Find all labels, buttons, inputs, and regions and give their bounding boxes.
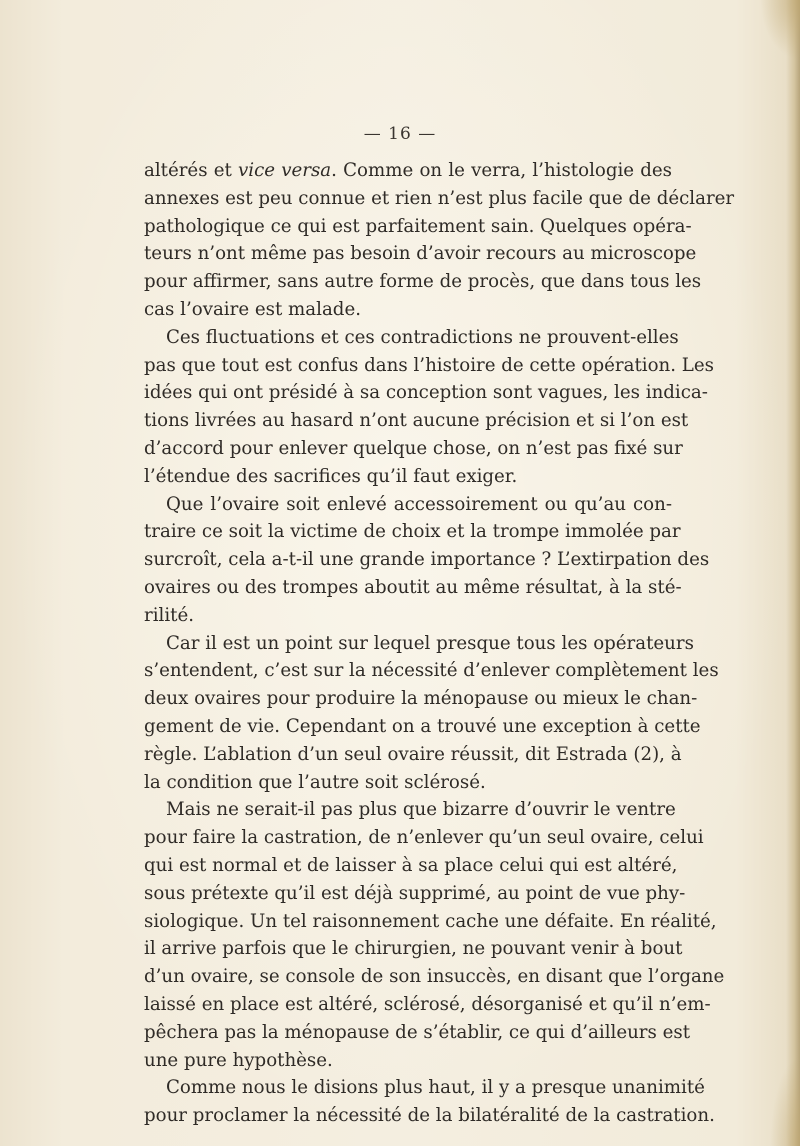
text-line: règle. L’ablation d’un seul ovaire réussit, dit Estrada (2), à xyxy=(144,743,682,765)
text-line: ovaires ou des trompes aboutit au même résultat, à la sté- xyxy=(144,576,682,598)
text-line: la condition que l’autre soit sclérosé. xyxy=(144,771,486,793)
text-line: gement de vie. Cependant on a trouvé une exception à cette xyxy=(144,715,701,737)
page-number: — 16 — xyxy=(363,124,437,144)
text-line: cas l’ovaire est malade. xyxy=(144,298,361,320)
text-line: pas que tout est confus dans l’histoire de cette opération. Les xyxy=(144,354,714,376)
text-segment: altérés et xyxy=(144,160,238,181)
corner-stain xyxy=(760,0,800,60)
text-line: rilité. xyxy=(144,604,194,626)
text-line: pour proclamer la nécessité de la bilatéralité de la castration. xyxy=(144,1105,715,1127)
text-line: qui est normal et de laisser à sa place celui qui est altéré, xyxy=(144,854,678,876)
text-line: d’un ovaire, se console de son insuccès, en disant que l’organe xyxy=(144,966,725,988)
text-line: surcroît, cela a-t-il une grande importance ? L’extirpation des xyxy=(144,549,710,571)
text-line: tions livrées au hasard n’ont aucune précision et si l’on est xyxy=(144,410,689,432)
text-line: pour affirmer, sans autre forme de procès, que dans tous les xyxy=(144,271,702,293)
text-line: laissé en place est altéré, sclérosé, désorganisé et qu’il n’em- xyxy=(144,993,711,1015)
text-line xyxy=(144,157,672,185)
body-text xyxy=(144,157,735,1130)
page-edge-shadow xyxy=(786,0,800,1146)
text-line: il arrive parfois que le chirurgien, ne pouvant venir à bout xyxy=(144,938,683,960)
text-line: pour faire la castration, de n’enlever qu’un seul ovaire, celui xyxy=(144,827,704,849)
text-line: Que l’ovaire soit enlevé accessoirement ou qu’au con- xyxy=(166,493,672,515)
text-line: pathologique ce qui est parfaitement sain. Quelques opéra- xyxy=(144,215,692,237)
text-segment: . Comme on le verra, l’histologie des xyxy=(331,160,672,181)
text-line: s’entendent, c’est sur la nécessité d’enlever complètement les xyxy=(144,660,719,682)
text-line: deux ovaires pour produire la ménopause ou mieux le chan- xyxy=(144,688,698,710)
text-line: Mais ne serait-il pas plus que bizarre d’ouvrir le ventre xyxy=(166,799,676,821)
text-line: Ces fluctuations et ces contradictions ne prouvent-elles xyxy=(166,326,679,348)
text-line: idées qui ont présidé à sa conception sont vagues, les indica- xyxy=(144,382,708,404)
text-line: Car il est un point sur lequel presque tous les opérateurs xyxy=(166,632,694,654)
text-line: Comme nous le disions plus haut, il y a presque unanimité xyxy=(166,1077,705,1099)
text-line: annexes est peu connue et rien n’est plus facile que de déclarer xyxy=(144,187,735,209)
text-line: d’accord pour enlever quelque chose, on n’est pas fixé sur xyxy=(144,437,683,459)
text-line: pêchera pas la ménopause de s’établir, ce qui d’ailleurs est xyxy=(144,1021,691,1043)
bottom-stain xyxy=(770,1056,800,1146)
text-line: siologique. Un tel raisonnement cache une défaite. En réalité, xyxy=(144,910,717,932)
text-line: une pure hypothèse. xyxy=(144,1049,333,1071)
text-line: teurs n’ont même pas besoin d’avoir recours au microscope xyxy=(144,243,697,265)
text-line: l’étendue des sacrifices qu’il faut exiger. xyxy=(144,465,518,487)
text-line: sous prétexte qu’il est déjà supprimé, au point de vue phy- xyxy=(144,882,686,904)
text-line: traire ce soit la victime de choix et la trompe immolée par xyxy=(144,521,681,543)
italic-phrase: vice versa xyxy=(238,160,332,181)
